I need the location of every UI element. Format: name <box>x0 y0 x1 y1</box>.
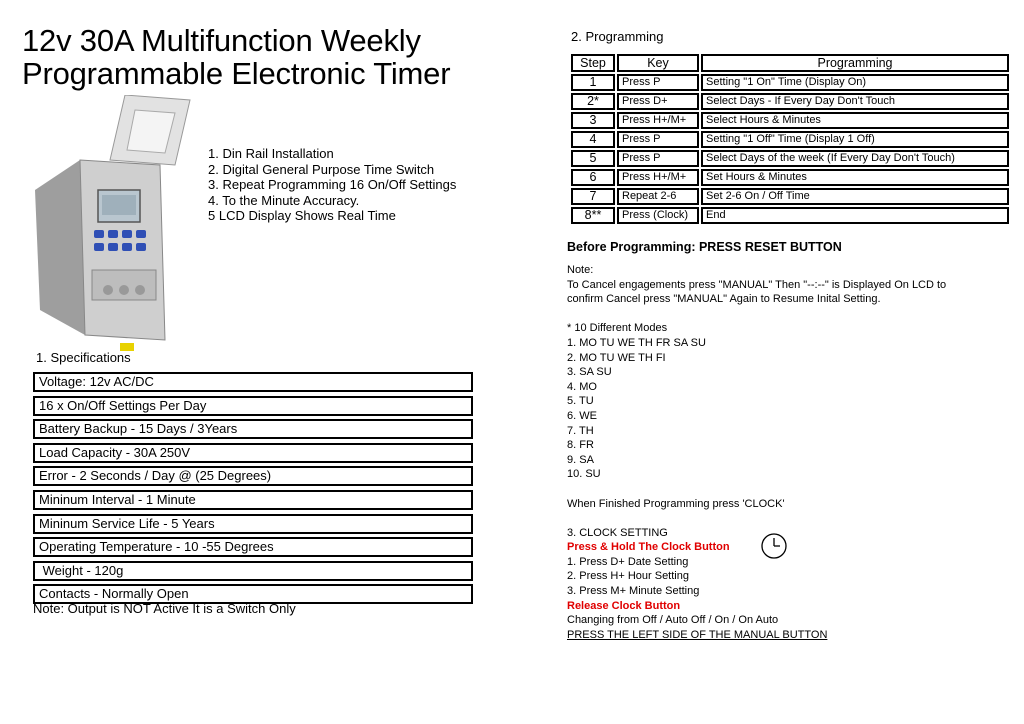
table-row <box>571 150 1009 167</box>
clock-setting-heading: 3. CLOCK SETTING <box>567 526 668 539</box>
mode-item: 6. WE <box>567 409 597 422</box>
output-note: Note: Output is NOT Active It is a Switch Only <box>33 601 296 616</box>
timer-device-icon <box>30 95 195 355</box>
programming-cell: Set 2-6 On / Off Time <box>701 188 1009 205</box>
table-row <box>571 207 1009 224</box>
table-row <box>571 169 1009 186</box>
programming-cell: Set Hours & Minutes <box>701 169 1009 186</box>
step-cell: 7 <box>571 188 615 205</box>
finished-note: When Finished Programming press 'CLOCK' <box>567 497 785 510</box>
key-cell: Repeat 2-6 <box>617 188 699 205</box>
specifications-table <box>33 372 473 608</box>
release-clock-instruction: Release Clock Button <box>567 599 681 612</box>
table-row <box>571 74 1009 91</box>
modes-heading: * 10 Different Modes <box>567 322 668 335</box>
programming-heading: 2. Programming <box>571 29 664 44</box>
programming-table <box>569 52 1011 226</box>
clock-icon <box>760 532 788 560</box>
mode-item: 8. FR <box>567 439 594 452</box>
feature-list <box>208 146 456 224</box>
programming-cell: Setting "1 Off" Time (Display 1 Off) <box>701 131 1009 148</box>
cancel-note: To Cancel engagements press "MANUAL" Then "--:--" is Displayed On LCD to <box>567 278 947 291</box>
spec-row: 16 x On/Off Settings Per Day <box>33 396 473 416</box>
spec-row: Battery Backup - 15 Days / 3Years <box>33 419 473 439</box>
feature-item: 1. Din Rail Installation <box>208 146 334 161</box>
step-cell: 6 <box>571 169 615 186</box>
mode-item: 5. TU <box>567 395 594 408</box>
key-cell: Press H+/M+ <box>617 112 699 129</box>
mode-item: 9. SA <box>567 453 594 466</box>
key-cell: Press P <box>617 131 699 148</box>
spec-row: Error - 2 Seconds / Day @ (25 Degrees) <box>33 466 473 486</box>
clock-step: 3. Press M+ Minute Setting <box>567 585 700 598</box>
key-cell: Press D+ <box>617 93 699 110</box>
spec-row: Contacts - Normally Open <box>33 584 473 604</box>
changing-modes: Changing from Off / Auto Off / On / On Auto <box>567 614 779 627</box>
spec-row: Voltage: 12v AC/DC <box>33 372 473 392</box>
step-cell: 8** <box>571 207 615 224</box>
mode-item: 4. MO <box>567 380 597 393</box>
mode-item: 7. TH <box>567 424 594 437</box>
cancel-note: confirm Cancel press "MANUAL" Again to Resume Inital Setting. <box>567 293 881 306</box>
spec-row: Weight - 120g <box>33 561 473 581</box>
programming-cell: Select Hours & Minutes <box>701 112 1009 129</box>
page-title: 12v 30A Multifunction Weekly Programmable Electronic Timer <box>22 23 451 91</box>
programming-cell: Select Days - If Every Day Don't Touch <box>701 93 1009 110</box>
header-step: Step <box>571 54 615 72</box>
notes-section <box>567 263 946 642</box>
step-cell: 2* <box>571 93 615 110</box>
specifications-heading: 1. Specifications <box>36 350 131 365</box>
key-cell: Press (Clock) <box>617 207 699 224</box>
before-programming-heading: Before Programming: PRESS RESET BUTTON <box>567 240 842 254</box>
step-cell: 4 <box>571 131 615 148</box>
note-label: Note: <box>567 264 594 276</box>
clock-step: 1. Press D+ Date Setting <box>567 555 689 568</box>
feature-item: 5 LCD Display Shows Real Time <box>208 208 396 223</box>
table-row <box>571 188 1009 205</box>
feature-item: 4. To the Minute Accuracy. <box>208 192 360 208</box>
spec-row: Mininum Interval - 1 Minute <box>33 490 473 510</box>
header-programming: Programming <box>701 54 1009 72</box>
clock-step: 2. Press H+ Hour Setting <box>567 570 689 583</box>
step-cell: 1 <box>571 74 615 91</box>
table-row <box>571 112 1009 129</box>
header-key: Key <box>617 54 699 72</box>
key-cell: Press H+/M+ <box>617 169 699 186</box>
spec-row: Mininum Service Life - 5 Years <box>33 514 473 534</box>
mode-item: 10. SU <box>567 468 601 481</box>
step-cell: 5 <box>571 150 615 167</box>
mode-item: 2. MO TU WE TH FI <box>567 351 666 364</box>
mode-item: 1. MO TU WE TH FR SA SU <box>567 336 706 349</box>
hold-clock-instruction: Press & Hold The Clock Button <box>567 541 730 554</box>
feature-item: 2. Digital General Purpose Time Switch <box>208 161 435 177</box>
mode-item: 3. SA SU <box>567 366 612 379</box>
programming-cell: Select Days of the week (If Every Day Don't Touch) <box>701 150 1009 167</box>
feature-item: 3. Repeat Programming 16 On/Off Settings <box>208 177 457 192</box>
key-cell: Press P <box>617 150 699 167</box>
table-header-row <box>571 54 1009 72</box>
table-row <box>571 93 1009 110</box>
step-cell: 3 <box>571 112 615 129</box>
spec-row: Operating Temperature - 10 -55 Degrees <box>33 537 473 557</box>
key-cell: Press P <box>617 74 699 91</box>
manual-button-instruction: PRESS THE LEFT SIDE OF THE MANUAL BUTTON <box>567 628 828 641</box>
programming-cell: End <box>701 207 1009 224</box>
spec-row: Load Capacity - 30A 250V <box>33 443 473 463</box>
programming-cell: Setting "1 On" Time (Display On) <box>701 74 1009 91</box>
table-row <box>571 131 1009 148</box>
